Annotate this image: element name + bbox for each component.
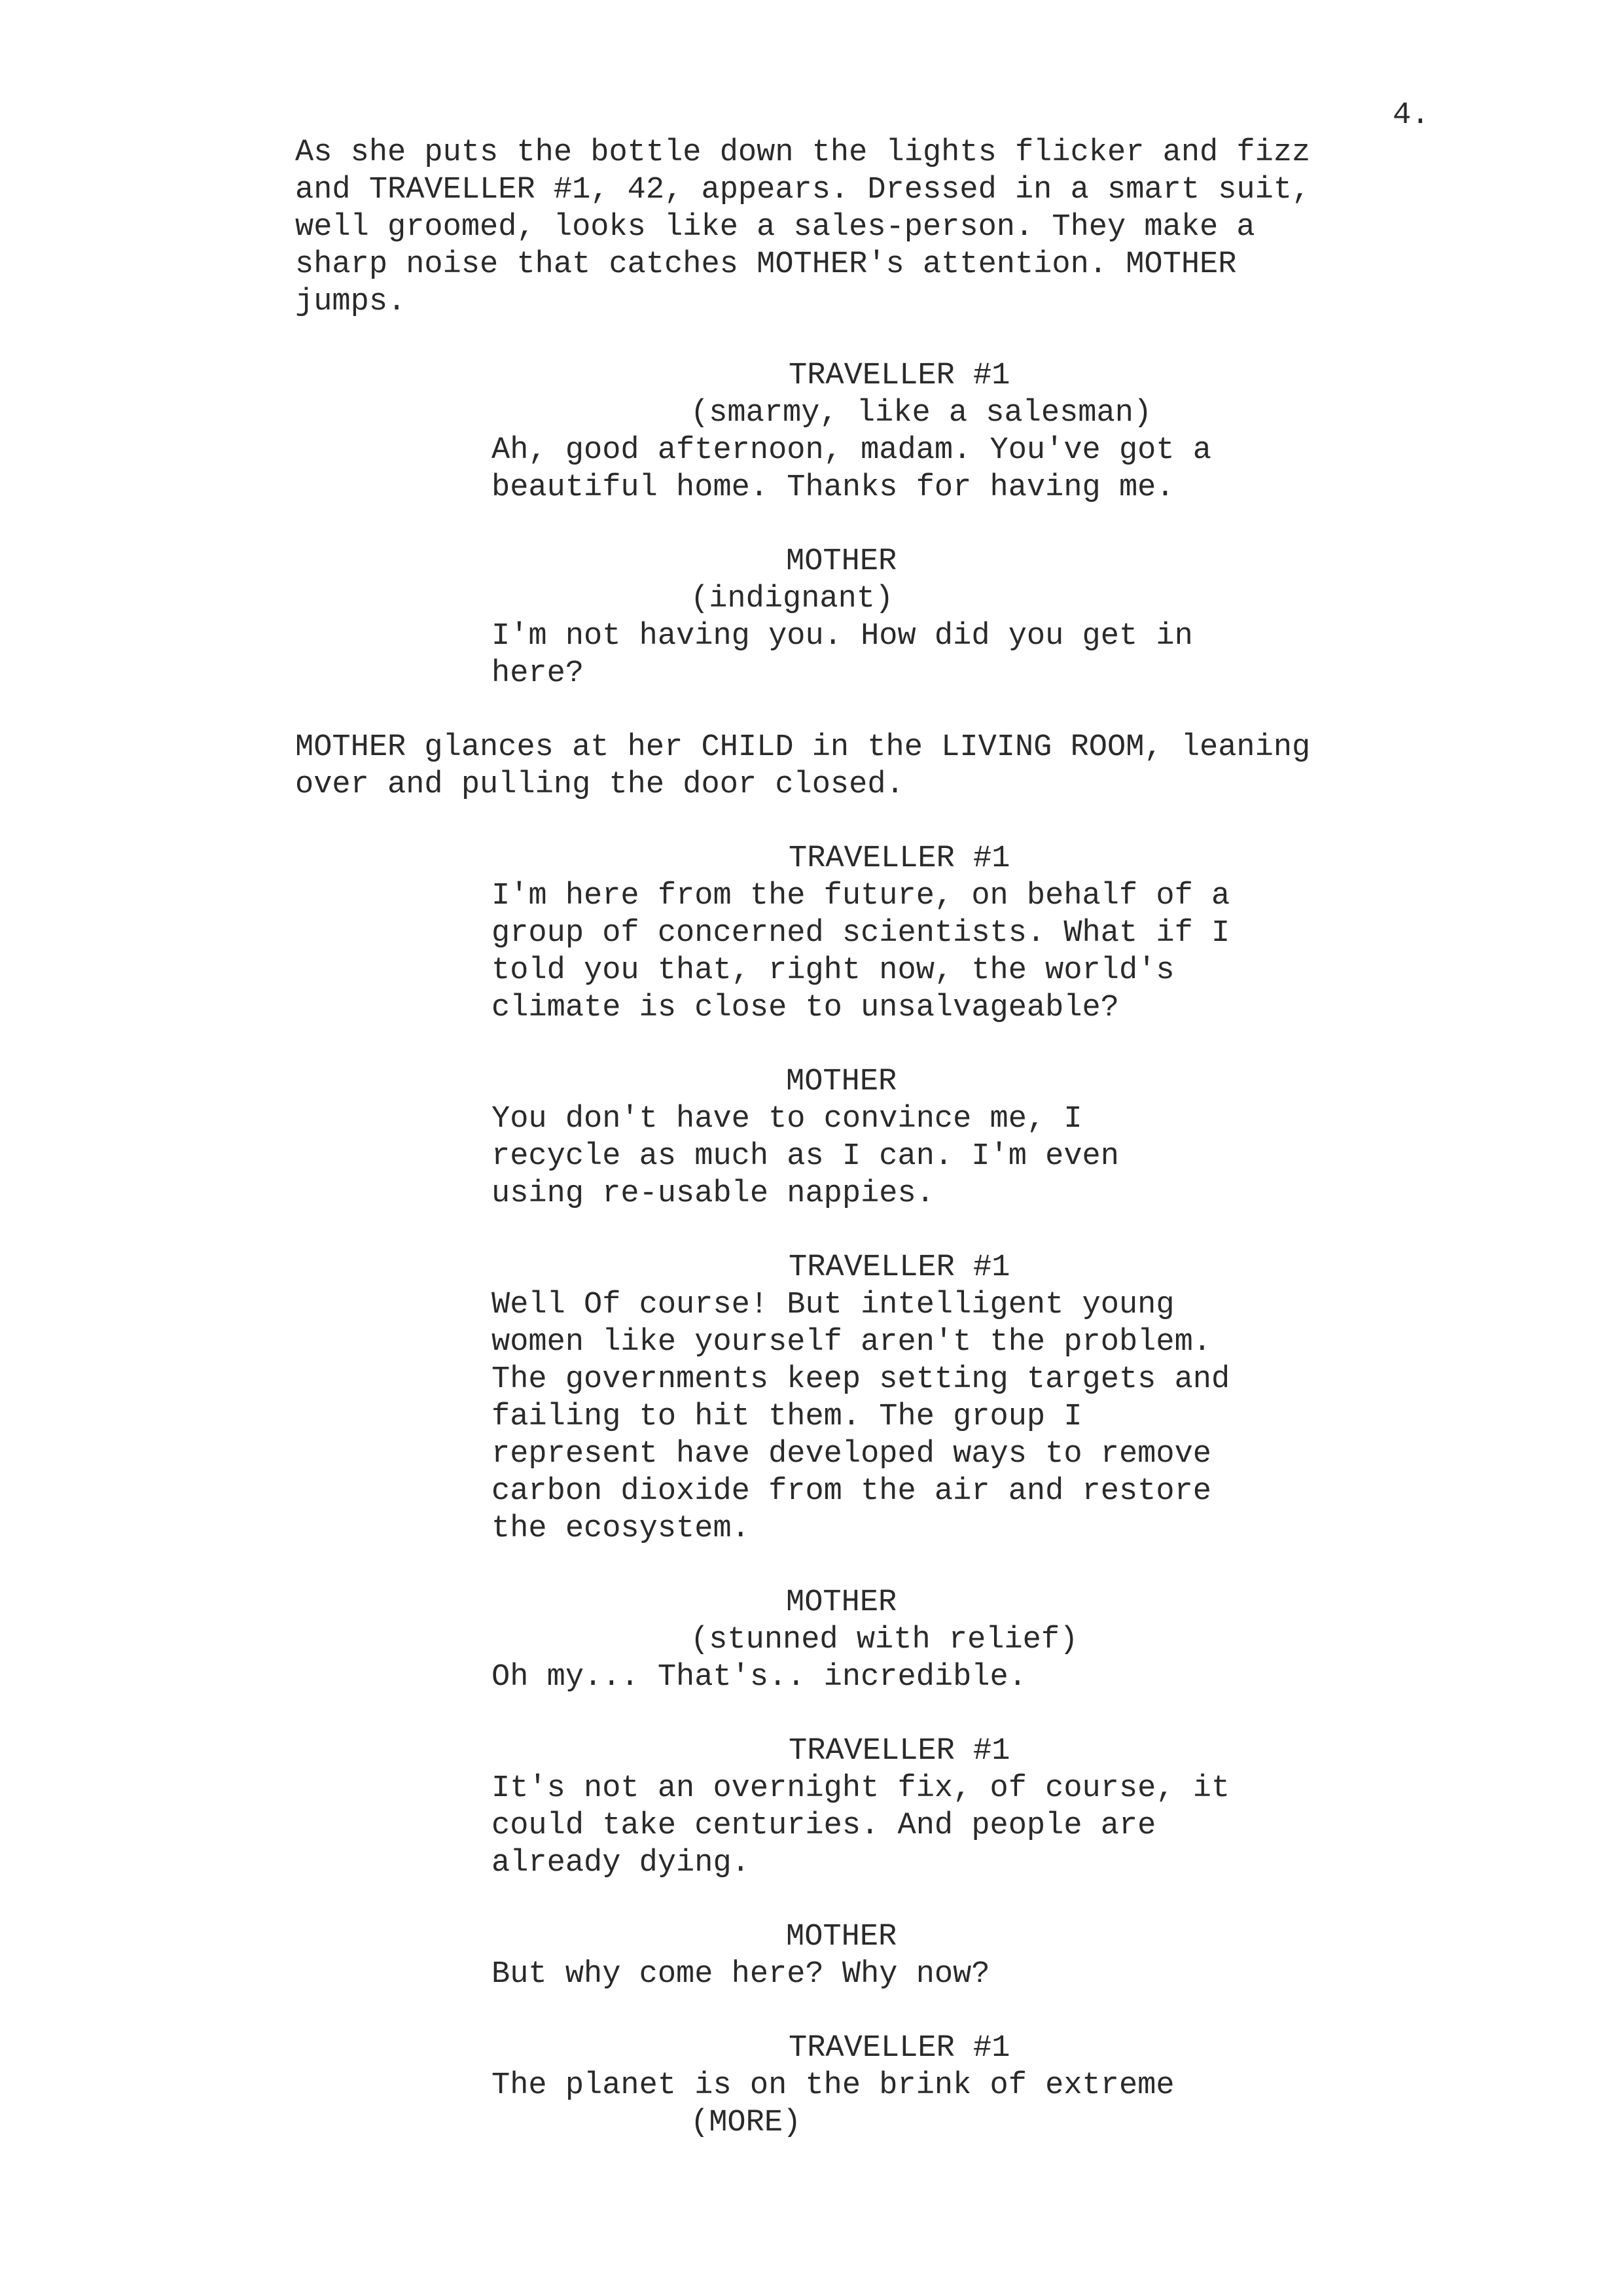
dialogue-line: here? xyxy=(491,656,584,691)
character-name: MOTHER xyxy=(786,544,897,579)
dialogue-line: carbon dioxide from the air and restore xyxy=(491,1474,1211,1509)
parenthetical: (indignant) xyxy=(690,582,894,616)
character-name: MOTHER xyxy=(786,1585,897,1620)
dialogue-line: already dying. xyxy=(491,1846,750,1881)
character-name: MOTHER xyxy=(786,1920,897,1954)
dialogue-line: beautiful home. Thanks for having me. xyxy=(491,470,1175,505)
dialogue-line: You don't have to convince me, I xyxy=(491,1102,1082,1137)
dialogue-line: It's not an overnight fix, of course, it xyxy=(491,1771,1230,1806)
action-line: As she puts the bottle down the lights flicker and fizz xyxy=(295,135,1311,170)
page-number: 4. xyxy=(1393,98,1430,133)
dialogue-line: climate is close to unsalvageable? xyxy=(491,991,1119,1025)
action-line: MOTHER glances at her CHILD in the LIVING ROOM, leaning xyxy=(295,730,1311,765)
dialogue-line: women like yourself aren't the problem. xyxy=(491,1325,1211,1360)
dialogue-line: told you that, right now, the world's xyxy=(491,953,1175,988)
dialogue-line: I'm not having you. How did you get in xyxy=(491,619,1193,654)
dialogue-line: group of concerned scientists. What if I xyxy=(491,916,1230,951)
action-line: well groomed, looks like a sales-person. They make a xyxy=(295,210,1255,245)
action-line: over and pulling the door closed. xyxy=(295,768,904,802)
parenthetical: (stunned with relief) xyxy=(690,1623,1079,1657)
dialogue-line: using re-usable nappies. xyxy=(491,1176,935,1211)
dialogue-line: The planet is on the brink of extreme xyxy=(491,2068,1175,2103)
action-line: and TRAVELLER #1, 42, appears. Dressed in a smart suit, xyxy=(295,173,1311,207)
dialogue-line: Well Of course! But intelligent young xyxy=(491,1288,1175,1322)
parenthetical: (smarmy, like a salesman) xyxy=(690,396,1152,431)
character-name: TRAVELLER #1 xyxy=(789,1734,1010,1769)
character-name: TRAVELLER #1 xyxy=(789,841,1010,876)
character-name: MOTHER xyxy=(786,1065,897,1099)
character-name: TRAVELLER #1 xyxy=(789,2031,1010,2066)
dialogue-line: Oh my... That's.. incredible. xyxy=(491,1660,1027,1695)
character-name: TRAVELLER #1 xyxy=(789,1250,1010,1285)
dialogue-line: the ecosystem. xyxy=(491,1511,750,1546)
dialogue-line: I'm here from the future, on behalf of a xyxy=(491,879,1230,913)
action-line: sharp noise that catches MOTHER's attention. MOTHER xyxy=(295,247,1237,282)
dialogue-line: The governments keep setting targets and xyxy=(491,1362,1230,1397)
dialogue-line: could take centuries. And people are xyxy=(491,1809,1156,1843)
dialogue-line: recycle as much as I can. I'm even xyxy=(491,1139,1119,1174)
dialogue-line: But why come here? Why now? xyxy=(491,1957,990,1992)
dialogue-line: Ah, good afternoon, madam. You've got a xyxy=(491,433,1211,468)
dialogue-line: failing to hit them. The group I xyxy=(491,1400,1082,1434)
character-name: TRAVELLER #1 xyxy=(789,359,1010,393)
action-line: jumps. xyxy=(295,285,406,319)
dialogue-line: represent have developed ways to remove xyxy=(491,1437,1211,1472)
more-marker: (MORE) xyxy=(690,2106,802,2140)
